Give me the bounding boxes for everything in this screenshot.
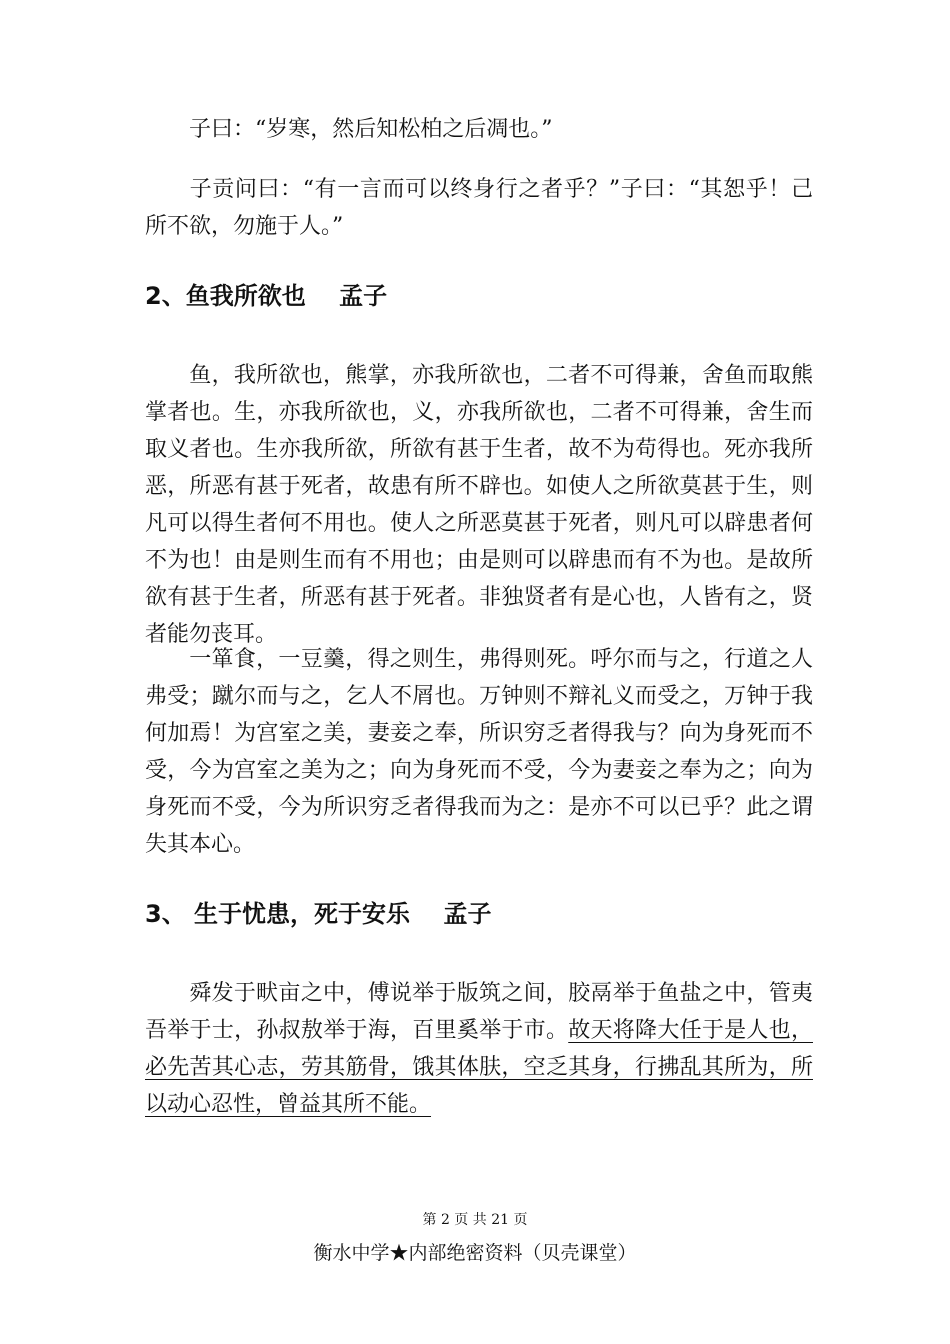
underlined-passage: 故天将降大任于是人也，必先苦其心志，劳其筋骨，饿其体肤，空乏其身，行拂乱其所为，所以动心忍性，曾益其所不能。 [145,1018,813,1117]
paragraph-analects-1 [145,111,813,148]
paragraph-fish-1 [145,357,813,653]
paragraph-text: 子贡问曰：“有一言而可以终身行之者乎？”子曰：“其恕乎！己所不欲，勿施于人。” [145,177,813,239]
paragraph-text: 舜发于畎亩之中，傅说举于版筑之间，胶鬲举于鱼盐之中，管夷吾举于士，孙叔敖举于海，百里奚举于市。 [145,981,813,1043]
page-number: 第 2 页 共 21 页 [422,1212,528,1228]
section-heading-2: 2、鱼我所欲也 孟子 [145,282,388,310]
paragraph-hardship [145,975,813,1123]
paragraph-text: 鱼，我所欲也，熊掌，亦我所欲也，二者不可得兼，舍鱼而取熊掌者也。生，亦我所欲也，义，亦我所欲也，二者不可得兼，舍生而取义者也。生亦我所欲，所欲有甚于生者，故不为苟得也。死亦我所恶，所恶有甚于死者，故患有所不辟也。如使人之所欲莫甚于生，则凡可以得生者何不用也。使人之所恶莫甚于死者，则凡可以辟患者何不为也！由是则生而有不用也；由是则可以辟患而有不为也。是故所欲有甚于生者，所恶有甚于死者。非独贤者有是心也，人皆有之，贤者能勿丧耳。 [145,363,813,647]
footer-brand: 衡水中学★内部绝密资料（贝壳课堂） [313,1242,637,1264]
paragraph-text: 子曰：“岁寒，然后知松柏之后凋也。” [189,117,553,142]
paragraph-text: 一箪食，一豆羹，得之则生，弗得则死。呼尔而与之，行道之人弗受；蹴尔而与之，乞人不屑也。万钟则不辩礼义而受之，万钟于我何加焉！为宫室之美，妻妾之奉，所识穷乏者得我与？向为身死而不受，今为宫室之美为之；向为身死而不受，今为妻妾之奉为之；向为身死而不受，今为所识穷乏者得我而为之：是亦不可以已乎？此之谓失其本心。 [145,647,813,857]
section-heading-3: 3、 生于忧患，死于安乐 孟子 [145,900,492,928]
paragraph-analects-2 [145,171,813,245]
paragraph-fish-2 [145,641,813,863]
